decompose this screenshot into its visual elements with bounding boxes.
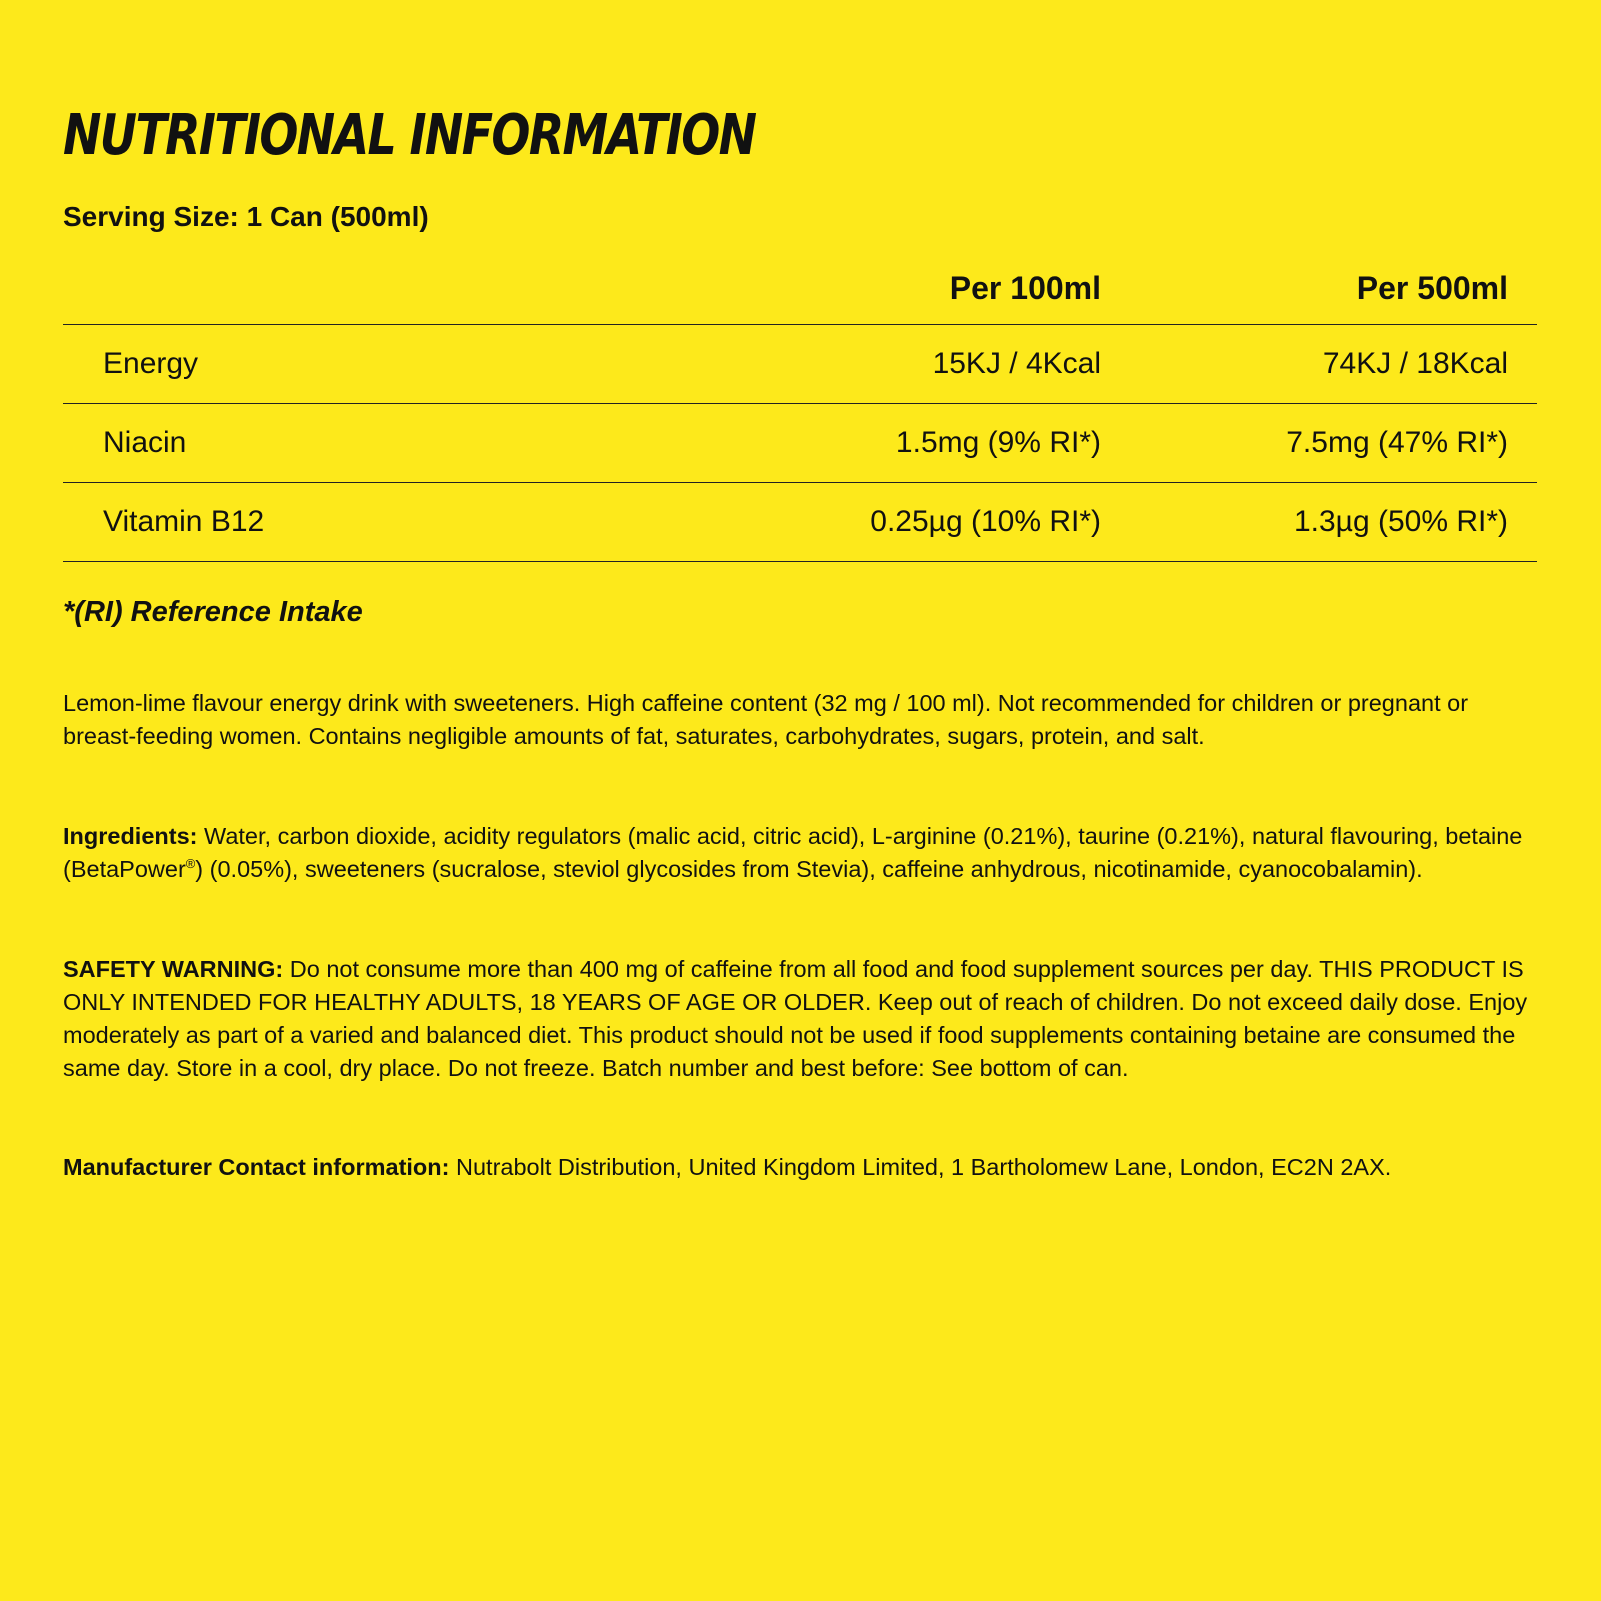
safety-warning-paragraph bbox=[63, 953, 1543, 1085]
nutrient-name: Energy bbox=[103, 347, 199, 380]
nutrient-per-500ml: 1.3µg (50% RI*) bbox=[1293, 505, 1508, 538]
nutrient-per-500ml: 7.5mg (47% RI*) bbox=[1286, 426, 1508, 459]
nutrient-name: Vitamin B12 bbox=[103, 505, 265, 538]
ingredients-text-a: Water, carbon dioxide, acidity regulators (malic acid, citric acid), L-arginine (0.21%), taurine (0.21%), natural flavouring, betaine (BetaPower bbox=[63, 823, 1523, 882]
table-row bbox=[63, 325, 1537, 404]
reference-intake-footnote: *(RI) Reference Intake bbox=[63, 596, 363, 628]
table-header-row bbox=[63, 262, 1537, 325]
serving-size: Serving Size: 1 Can (500ml) bbox=[63, 201, 429, 232]
table-row bbox=[63, 483, 1537, 562]
ingredients-label: Ingredients: bbox=[63, 823, 198, 849]
nutrient-per-100ml: 0.25µg (10% RI*) bbox=[870, 505, 1101, 538]
header-per-500ml: Per 500ml bbox=[1356, 270, 1508, 306]
nutrient-per-100ml: 1.5mg (9% RI*) bbox=[895, 426, 1101, 459]
nutrition-table bbox=[63, 262, 1537, 562]
ingredients-paragraph bbox=[63, 820, 1543, 886]
safety-warning-label: SAFETY WARNING: bbox=[63, 956, 284, 982]
manufacturer-text: Nutrabolt Distribution, United Kingdom Limited, 1 Bartholomew Lane, London, EC2N 2AX. bbox=[449, 1154, 1392, 1180]
header-per-100ml: Per 100ml bbox=[949, 270, 1101, 306]
ingredients-text-b: ) (0.05%), sweeteners (sucralose, steviol glycosides from Stevia), caffeine anhydrous, nicotinamide, cyanocobalamin). bbox=[195, 856, 1423, 882]
nutrient-name: Niacin bbox=[103, 426, 187, 459]
manufacturer-label: Manufacturer Contact information: bbox=[63, 1154, 450, 1180]
nutrient-per-100ml: 15KJ / 4Kcal bbox=[932, 347, 1101, 380]
manufacturer-paragraph bbox=[63, 1151, 1543, 1184]
page-title: NUTRITIONAL INFORMATION bbox=[63, 103, 756, 168]
safety-warning-text: Do not consume more than 400 mg of caffeine from all food and food supplement sources per day. THIS PRODUCT IS ONLY INTENDED FOR HEALTHY ADULTS, 18 YEARS OF AGE OR OLDER. Keep out of reach of children. Do not exceed daily dose. Enjoy moderately as part of a varied and balanced diet. This product should not be used if food supplements containing betaine are consumed the same day. Store in a cool, dry place. Do not freeze. Batch number and best before: See bottom of can. bbox=[63, 956, 1528, 1081]
product-description: Lemon-lime flavour energy drink with sweeteners. High caffeine content (32 mg / 100 ml). Not recommended for children or pregnant or breast-feeding women. Contains negligible amounts of fat, saturates, carbohydrates, sugars, protein, and salt. bbox=[63, 690, 1469, 749]
table-row bbox=[63, 404, 1537, 483]
registered-mark: ® bbox=[185, 856, 196, 872]
nutrient-per-500ml: 74KJ / 18Kcal bbox=[1322, 347, 1508, 380]
